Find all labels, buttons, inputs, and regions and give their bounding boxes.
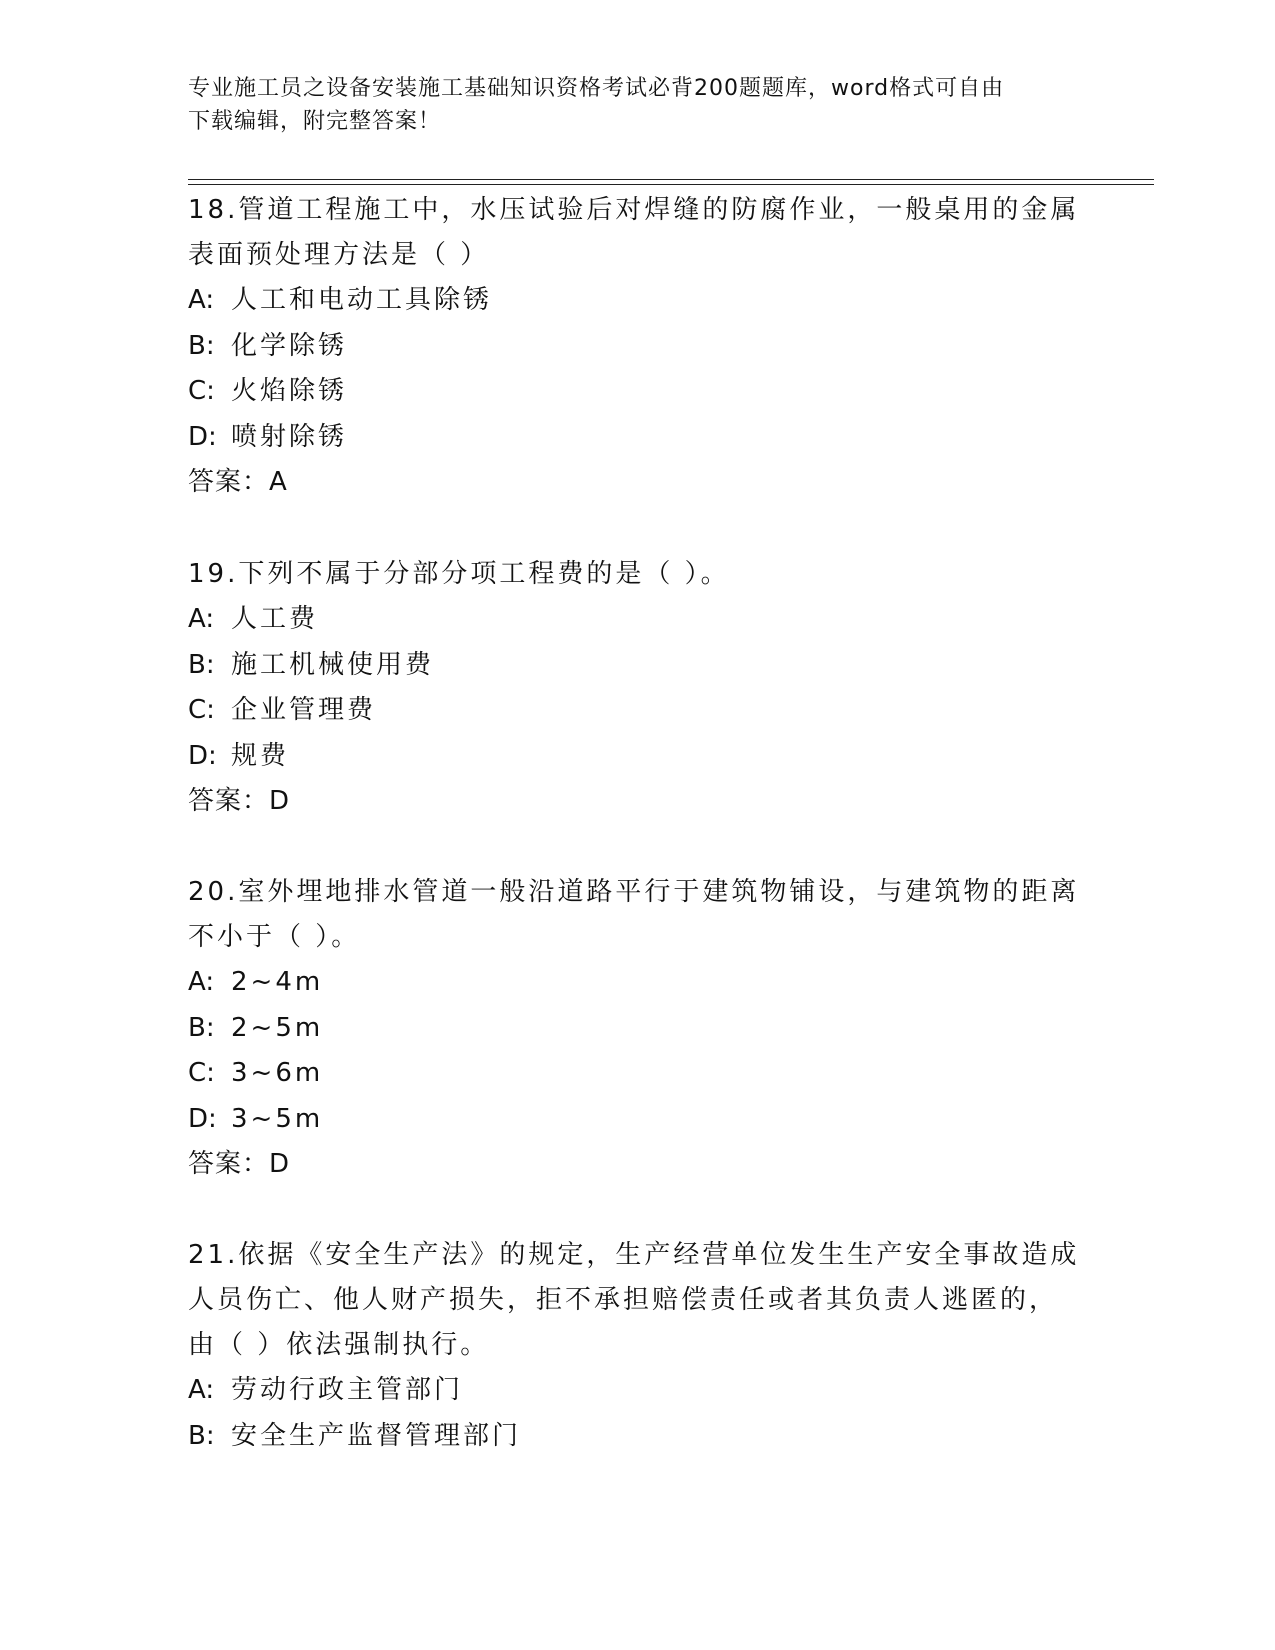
option-label: A: [188, 285, 215, 315]
header-divider-bottom [188, 184, 1154, 185]
question-stem-line: 18.管道工程施工中，水压试验后对焊缝的防腐作业，一般桌用的金属 [188, 195, 1080, 225]
option-a [188, 1368, 1088, 1414]
option-a [188, 960, 1088, 1006]
option-b [188, 1414, 1088, 1460]
option-text: 施工机械使用费 [231, 649, 435, 680]
option-label: C: [188, 695, 215, 725]
option-text: 3~6m [231, 1058, 324, 1088]
option-label: D: [188, 1103, 217, 1134]
option-b [188, 1006, 1088, 1052]
option-text: 安全生产监督管理部门 [231, 1420, 522, 1451]
document-header [188, 72, 1068, 138]
option-label: D: [188, 740, 217, 771]
answer-line: 答案：A [188, 467, 288, 497]
option-c [188, 369, 1088, 415]
header-divider-top [188, 179, 1154, 180]
option-text: 火焰除锈 [231, 376, 348, 406]
question-stem-line: 人员伤亡、他人财产损失，拒不承担赔偿责任或者其负责人逃匿的， [188, 1285, 1059, 1315]
option-text: 企业管理费 [231, 695, 377, 725]
option-text: 2~4m [231, 967, 324, 997]
option-text: 化学除锈 [231, 330, 348, 361]
option-d [188, 1097, 1088, 1143]
question-stem-line: 不小于（ ）。 [188, 922, 361, 952]
answer-line: 答案：D [188, 786, 291, 816]
answer-line: 答案：D [188, 1149, 291, 1179]
option-text: 3~5m [231, 1103, 324, 1134]
question-18 [188, 188, 1088, 505]
option-a [188, 278, 1088, 324]
header-line-2: 下载编辑，附完整答案！ [188, 109, 442, 134]
option-d [188, 734, 1088, 780]
option-label: C: [188, 376, 215, 406]
question-19 [188, 552, 1088, 824]
option-text: 劳动行政主管部门 [231, 1375, 464, 1405]
question-stem-line: 19.下列不属于分部分项工程费的是（ ）。 [188, 559, 730, 589]
option-text: 规费 [231, 740, 290, 771]
option-b [188, 643, 1088, 689]
question-21 [188, 1233, 1088, 1459]
option-label: B: [188, 1012, 215, 1043]
option-label: B: [188, 649, 215, 680]
option-text: 人工费 [231, 604, 319, 634]
option-a [188, 597, 1088, 643]
option-label: C: [188, 1058, 215, 1088]
option-label: A: [188, 967, 215, 997]
question-stem-line: 21.依据《安全生产法》的规定，生产经营单位发生生产安全事故造成 [188, 1240, 1080, 1270]
option-label: A: [188, 1375, 215, 1405]
header-line-1: 专业施工员之设备安装施工基础知识资格考试必背200题题库，word格式可自由 [188, 76, 1005, 101]
option-c [188, 1051, 1088, 1097]
option-text: 喷射除锈 [231, 421, 348, 452]
option-d [188, 415, 1088, 461]
option-label: B: [188, 1420, 215, 1451]
question-stem-line: 表面预处理方法是（ ） [188, 240, 490, 270]
question-stem-line: 20.室外埋地排水管道一般沿道路平行于建筑物铺设，与建筑物的距离 [188, 877, 1080, 907]
option-text: 人工和电动工具除锈 [231, 285, 493, 315]
option-label: B: [188, 330, 215, 361]
option-label: D: [188, 421, 217, 452]
option-label: A: [188, 604, 215, 634]
question-stem-line: 由（ ）依法强制执行。 [188, 1330, 490, 1360]
question-20 [188, 870, 1088, 1187]
option-c [188, 688, 1088, 734]
option-text: 2~5m [231, 1012, 324, 1043]
option-b [188, 324, 1088, 370]
